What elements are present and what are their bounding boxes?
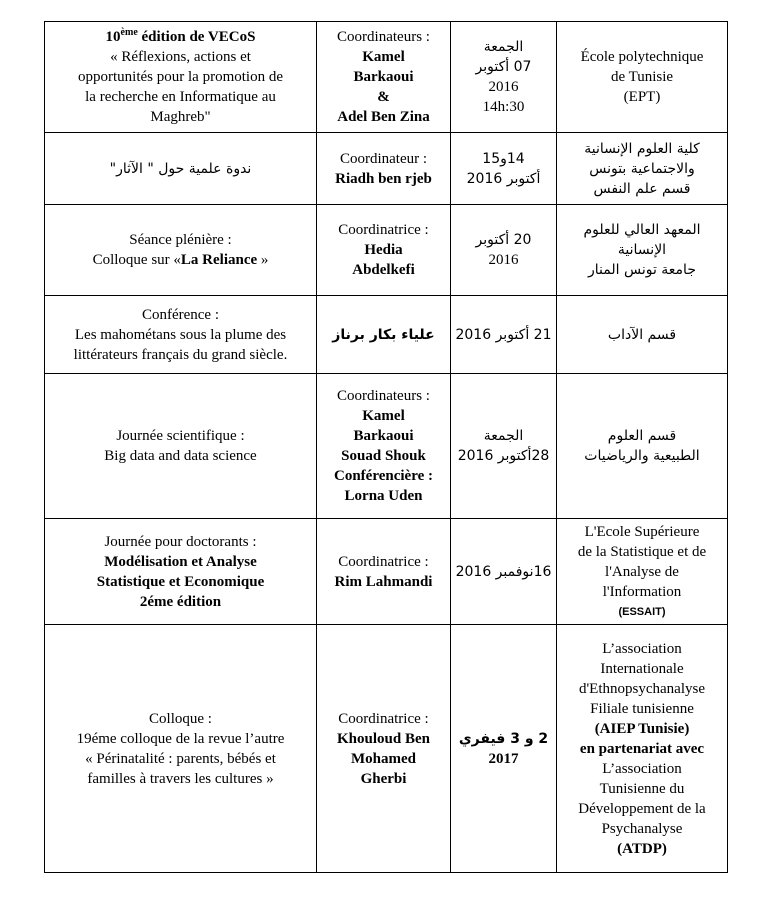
venue-line: Filiale tunisienne: [590, 700, 694, 717]
date-cell: [451, 519, 557, 625]
date-cell: [451, 625, 557, 873]
coordinator-name: Hedia: [364, 242, 403, 258]
table-row: [45, 374, 728, 519]
event-line: Les mahométans sous la plume des: [74, 326, 287, 343]
event-line: familles à travers les cultures »: [87, 770, 274, 787]
date-line: 20 أكتوبر: [475, 232, 532, 248]
date-cell: [451, 205, 557, 296]
date-line: أكتوبر 2016: [466, 170, 541, 187]
venue-line: الطبيعية والرياضيات: [584, 448, 700, 464]
table-row: [45, 519, 728, 625]
event-line: Big data and data science: [104, 448, 257, 464]
event-line: édition de VECoS: [137, 29, 256, 45]
venue-line: (AIEP Tunisie): [594, 720, 690, 737]
coordinator-name: Abdelkefi: [352, 262, 415, 278]
date-line: 28أكتوبر 2016: [457, 448, 550, 464]
venue-line: L’association: [602, 640, 682, 657]
date-cell: [451, 296, 557, 374]
venue-line: الإنسانية: [617, 242, 667, 258]
venue-line: d'Ethnopsychanalyse: [578, 680, 705, 697]
coordinator-label: Coordinateur :: [339, 150, 428, 167]
venue-line: L'Ecole Supérieure: [584, 523, 700, 540]
venue-cell: [557, 133, 728, 205]
date-line: 2 و 3 فيفري: [458, 730, 549, 747]
event-line: Maghreb": [150, 109, 211, 125]
venue-line: Psychanalyse: [601, 820, 683, 837]
events-table: [44, 21, 728, 873]
table-row: [45, 22, 728, 133]
event-cell: [45, 133, 317, 205]
event-line: 19éme colloque de la revue l’autre: [76, 730, 285, 747]
date-line: الجمعة: [483, 39, 524, 55]
venue-line: de Tunisie: [610, 69, 674, 85]
event-line: opportunités pour la promotion de: [78, 69, 283, 85]
venue-line: (EPT): [623, 89, 661, 105]
coordinator-name: Rim Lahmandi: [334, 573, 433, 590]
venue-line: والاجتماعية بتونس: [589, 160, 695, 177]
event-line: Séance plénière :: [129, 232, 232, 248]
date-line: 2016: [488, 79, 519, 95]
event-line: 2éme édition: [139, 593, 222, 610]
event-line: Colloque :: [149, 710, 212, 727]
event-cell: [45, 296, 317, 374]
coordinator-name: Kamel: [362, 408, 405, 424]
coordinator-label: Conférencière :: [334, 468, 433, 484]
coordinator-cell: [317, 205, 451, 296]
venue-line: قسم علم النفس: [593, 180, 691, 197]
coordinator-cell: [317, 296, 451, 374]
venue-cell: [557, 296, 728, 374]
date-line: 16نوفمبر 2016: [455, 563, 552, 580]
venue-cell: [557, 519, 728, 625]
coordinator-name: Barkaoui: [353, 428, 414, 444]
coordinator-name: Riadh ben rjeb: [335, 170, 432, 187]
venue-line: المعهد العالي للعلوم: [583, 222, 701, 238]
coordinator-label: Coordinateurs :: [337, 29, 430, 45]
coordinator-name: Lorna Uden: [344, 488, 423, 504]
event-cell: [45, 625, 317, 873]
venue-cell: [557, 22, 728, 133]
date-line: 14و15: [482, 150, 525, 167]
venue-line: كلية العلوم الإنسانية: [584, 140, 700, 157]
venue-line: de la Statistique et de: [577, 543, 707, 560]
event-line: Colloque sur «: [92, 252, 181, 268]
coordinator-label: Coordinatrice :: [338, 222, 429, 238]
event-line: ندوة علمية حول " الآثار": [109, 160, 252, 177]
venue-line: l'Information: [602, 583, 682, 600]
venue-line: l'Analyse de: [605, 563, 679, 580]
date-line: 2016: [488, 252, 519, 268]
venue-cell: [557, 205, 728, 296]
coordinator-name: علياء بكار برناز: [332, 326, 435, 343]
event-line: Journée pour doctorants :: [104, 533, 257, 550]
date-cell: [451, 374, 557, 519]
event-cell: [45, 374, 317, 519]
coordinator-name: Souad Shouk: [341, 448, 426, 464]
event-line: Conférence :: [141, 306, 220, 323]
table-row: [45, 296, 728, 374]
venue-cell: [557, 374, 728, 519]
venue-line: جامعة تونس المنار: [588, 262, 696, 278]
date-line: 2017: [488, 750, 519, 767]
date-line: 07 أكتوبر: [475, 59, 532, 75]
date-cell: [451, 22, 557, 133]
event-line: Statistique et Economique: [96, 573, 265, 590]
date-line: 21 أكتوبر 2016: [455, 326, 552, 343]
coordinator-label: Coordinatrice :: [338, 710, 429, 727]
venue-line: L’association: [602, 760, 682, 777]
coordinator-name: &: [377, 89, 390, 105]
event-line: littérateurs français du grand siècle.: [73, 346, 288, 363]
coordinator-name: Khouloud Ben: [337, 730, 430, 747]
coordinator-cell: [317, 133, 451, 205]
venue-line: قسم العلوم: [607, 428, 677, 444]
event-line: »: [257, 252, 269, 268]
event-cell: [45, 22, 317, 133]
venue-line: (ATDP): [617, 840, 667, 857]
event-line: Modélisation et Analyse: [104, 553, 257, 570]
coordinator-label: Coordinateurs :: [337, 388, 430, 404]
superscript: ème: [120, 27, 138, 38]
event-cell: [45, 205, 317, 296]
venue-cell: [557, 625, 728, 873]
table-row: [45, 205, 728, 296]
coordinator-cell: [317, 519, 451, 625]
venue-line: Développement de la: [578, 800, 706, 817]
event-line: Journée scientifique :: [116, 428, 245, 444]
coordinator-cell: [317, 22, 451, 133]
event-cell: [45, 519, 317, 625]
venue-line: Tunisienne du: [599, 780, 685, 797]
coordinator-cell: [317, 625, 451, 873]
date-cell: [451, 133, 557, 205]
coordinator-name: Kamel: [362, 49, 405, 65]
table-row: [45, 133, 728, 205]
table-row: [45, 625, 728, 873]
coordinator-name: Barkaoui: [353, 69, 414, 85]
venue-abbreviation: (ESSAIT): [618, 605, 666, 618]
event-line: « Réflexions, actions et: [110, 49, 251, 65]
date-line: الجمعة: [483, 428, 524, 444]
venue-line: École polytechnique: [580, 49, 704, 65]
venue-line: قسم الآداب: [607, 326, 677, 343]
coordinator-name: Gherbi: [360, 770, 407, 787]
coordinator-name: Adel Ben Zina: [337, 109, 430, 125]
event-line: la recherche en Informatique au: [85, 89, 276, 105]
event-line: « Périnatalité : parents, bébés et: [85, 750, 276, 767]
coordinator-label: Coordinatrice :: [338, 553, 429, 570]
coordinator-name: Mohamed: [351, 750, 416, 767]
coordinator-cell: [317, 374, 451, 519]
venue-line: Internationale: [600, 660, 684, 677]
event-title: La Reliance: [180, 252, 258, 268]
event-line: 10: [105, 29, 121, 45]
venue-line: en partenariat avec: [579, 740, 705, 757]
date-line: 14h:30: [482, 99, 525, 115]
